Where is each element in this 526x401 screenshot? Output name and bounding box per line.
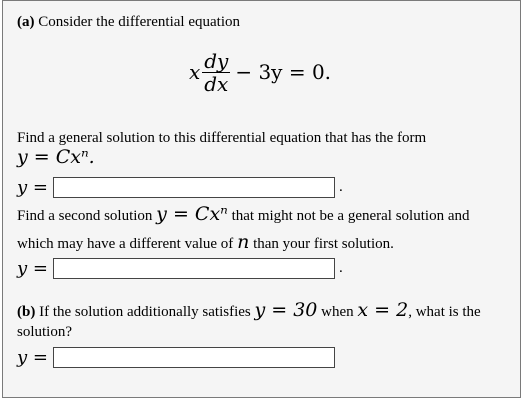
equation-lead-variable: x	[188, 60, 201, 84]
condition-x-value: x = 2	[357, 299, 409, 321]
part-a-intro	[17, 13, 240, 32]
answer-2-row	[17, 256, 343, 280]
answer-1-period: .	[339, 178, 343, 195]
part-a-intro-text: Consider the differential equation	[38, 14, 240, 30]
differential-equation	[3, 41, 520, 103]
derivative-fraction	[202, 50, 230, 95]
answer-3-row	[17, 345, 335, 369]
part-b-label: (b)	[17, 304, 36, 320]
answer-3-label: y =	[17, 346, 48, 368]
question-2-expression: y = Cxⁿ	[156, 203, 228, 225]
answer-2-period: .	[339, 259, 343, 276]
answer-1-label: y =	[17, 176, 48, 198]
problem-panel	[2, 0, 521, 398]
answer-2-label: y =	[17, 257, 48, 279]
part-b-line-2: solution?	[17, 324, 72, 340]
solution-form-expression: y = Cxⁿ.	[17, 146, 95, 168]
fraction-numerator: dy	[204, 48, 229, 73]
second-solution-input[interactable]	[53, 258, 335, 279]
question-2-n-symbol: n	[237, 231, 250, 253]
general-solution-input[interactable]	[53, 177, 335, 198]
condition-y-value: y = 30	[254, 299, 318, 321]
answer-1-row	[17, 175, 343, 199]
question-1-text: Find a general solution to this differential equation that has the form	[17, 130, 427, 146]
fraction-denominator: dx	[204, 71, 229, 96]
part-b-line-1: (b) If the solution additionally satisfies y = 30 when x = 2, what is the	[17, 299, 481, 321]
equation-rest: − 3y = 0.	[235, 60, 332, 84]
question-2-line-1: Find a second solution y = Cxⁿ that might not be a general solution and	[17, 203, 470, 225]
particular-solution-input[interactable]	[53, 347, 335, 368]
question-2-line-2: which may have a different value of n than your first solution.	[17, 231, 394, 253]
part-a-label: (a)	[17, 14, 35, 30]
